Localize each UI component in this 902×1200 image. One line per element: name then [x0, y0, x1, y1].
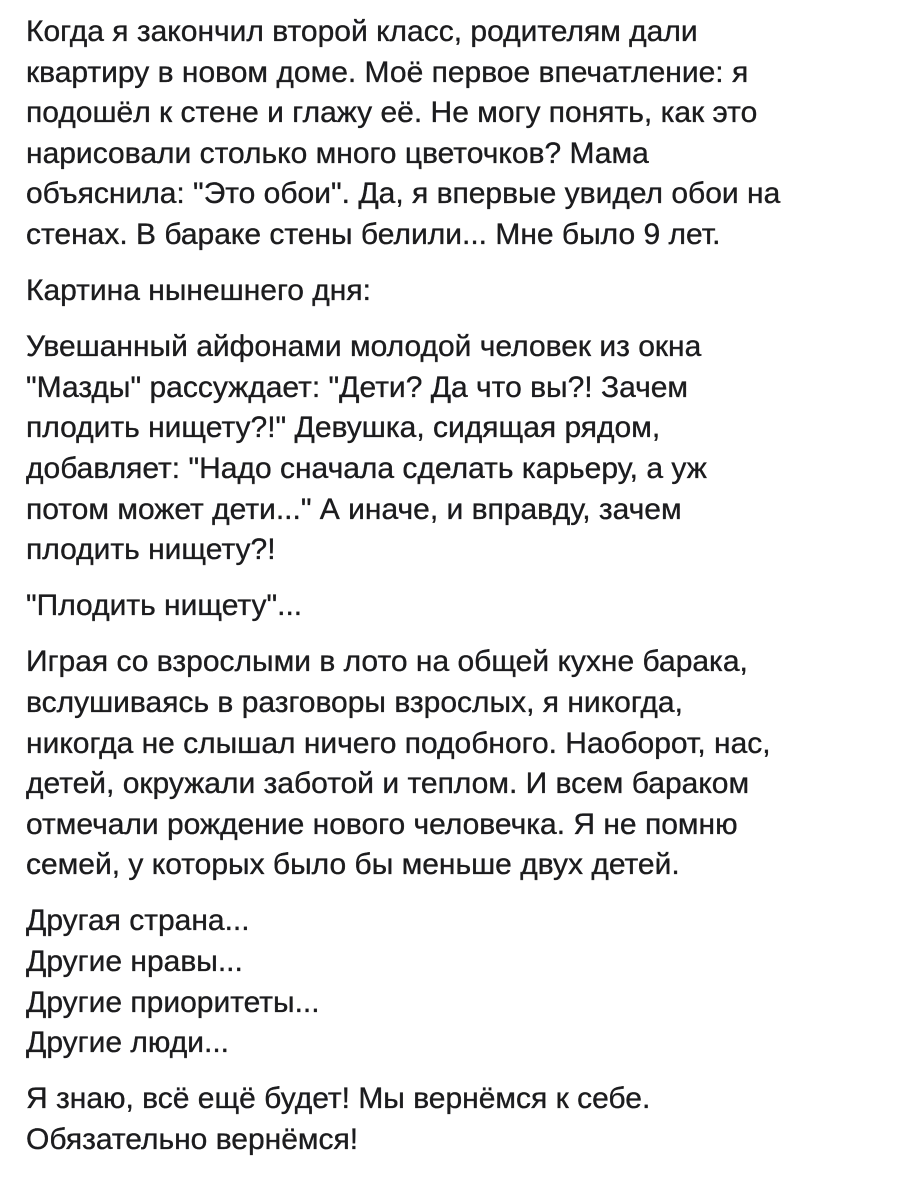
text-line: нарисовали столько много цветочков? Мама — [26, 136, 649, 170]
text-line: потом может дети..." А иначе, и вправду, зачем — [26, 492, 682, 526]
text-line: "Плодить нищету"... — [26, 589, 303, 623]
paragraph-mazda-dialogue — [26, 327, 876, 571]
text-line: добавляет: "Надо сначала сделать карьеру, а уж — [26, 451, 707, 485]
text-line: Другие люди... — [26, 1026, 229, 1060]
text-line: Когда я закончил второй класс, родителям дали — [26, 15, 698, 48]
text-line: плодить нищету?!" Девушка, сидящая рядом, — [26, 411, 661, 445]
text-line: Увешанный айфонами молодой человек из окна — [26, 330, 702, 364]
text-line: Играя со взрослыми в лото на общей кухне барака, — [26, 645, 748, 679]
text-line: Другие приоритеты... — [26, 985, 320, 1019]
text-line: Я знаю, всё ещё будет! Мы вернёмся к себе. — [26, 1082, 651, 1116]
paragraph-quote — [26, 586, 876, 627]
paragraph-barrack-childhood — [26, 642, 876, 886]
text-line: никогда не слышал ничего подобного. Наоборот, нас, — [26, 726, 771, 760]
text-line: подошёл к стене и глажу её. Не могу понять, как это — [26, 96, 758, 130]
text-line: квартиру в новом доме. Моё первое впечатление: я — [26, 55, 749, 89]
text-line: Другая страна... — [26, 904, 250, 938]
text-line: детей, окружали заботой и теплом. И всем бараком — [26, 767, 750, 801]
text-line: стенах. В бараке стены белили... Мне было 9 лет. — [26, 217, 721, 251]
paragraph-wallpaper-memory — [26, 12, 876, 256]
paragraph-conclusion — [26, 1079, 876, 1160]
text-line: Другие нравы... — [26, 944, 243, 978]
text-line: объяснила: "Это обои". Да, я впервые увидел обои на — [26, 177, 781, 211]
text-line: вслушиваясь в разговоры взрослых, я никогда, — [26, 685, 683, 719]
text-line: Обязательно вернёмся! — [26, 1122, 359, 1156]
paragraph-today-heading — [26, 271, 876, 312]
text-line: отмечали рождение нового человечка. Я не помню — [26, 807, 738, 841]
text-line: плодить нищету?! — [26, 533, 276, 567]
paragraph-another-country — [26, 901, 876, 1063]
text-line: семей, у которых было бы меньше двух детей. — [26, 848, 680, 882]
text-line: "Мазды" рассуждает: "Дети? Да что вы?! Зачем — [26, 370, 689, 404]
text-line: Картина нынешнего дня: — [26, 274, 371, 308]
